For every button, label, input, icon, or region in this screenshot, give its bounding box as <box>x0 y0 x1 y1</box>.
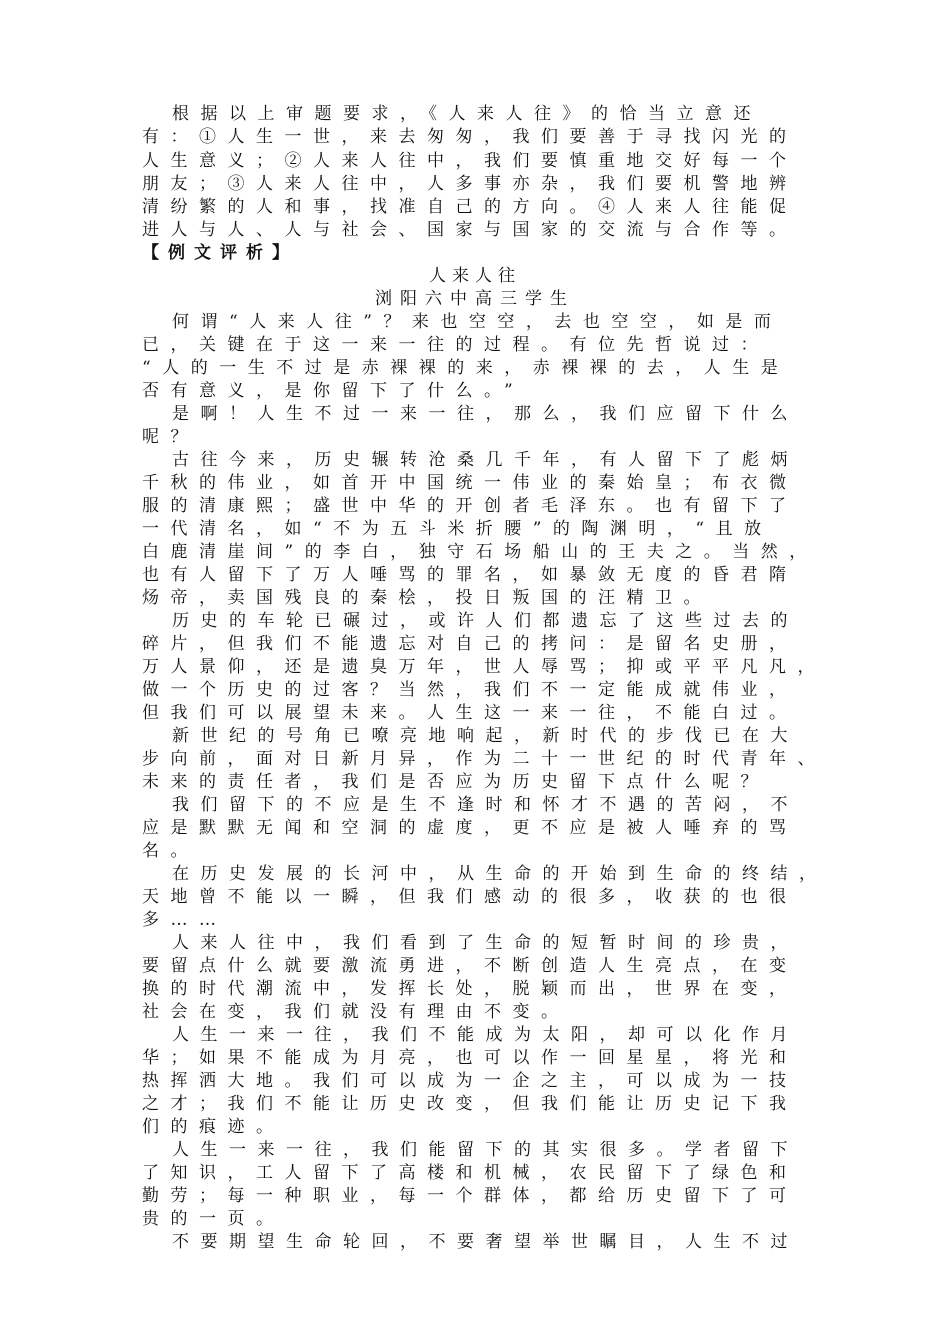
essay-title: 人来人往 <box>429 266 521 286</box>
text-line: 历史的车轮已碾过，或许人们都遗忘了这些过去的 <box>172 611 799 631</box>
text-line: 做一个历史的过客？当然，我们不一定能成就伟业， <box>142 680 798 700</box>
text-line: 古往今来，历史辗转沧桑几千年，有人留下了彪炳 <box>172 450 799 470</box>
text-line: 未来的责任者，我们是否应为历史留下点什么呢？ <box>142 772 769 792</box>
text-line: 之才；我们不能让历史改变，但我们能让历史记下我 <box>142 1094 798 1114</box>
text-line: 朋友；③人来人往中，人多事亦杂，我们要机警地辨 <box>142 174 798 194</box>
text-line: 进人与人、人与社会、国家与国家的交流与合作等。 <box>142 220 798 240</box>
text-line: 炀帝，卖国残良的秦桧，投日叛国的汪精卫。 <box>142 588 712 608</box>
essay-author: 浏阳六中高三学生 <box>375 289 575 309</box>
text-line: “人的一生不过是赤裸裸的来，赤裸裸的去，人生是 <box>142 358 790 378</box>
text-line: 换的时代潮流中，发挥长处，脱颖而出，世界在变， <box>142 979 798 999</box>
text-line: 何谓“人来人往”？来也空空，去也空空，如是而 <box>172 312 783 332</box>
text-line: 根据以上审题要求，《人来人往》的恰当立意还 <box>172 104 762 124</box>
text-line: 碎片，但我们不能遗忘对自己的拷问：是留名史册， <box>142 634 798 654</box>
text-line: 清纷繁的人和事，找准自己的方向。④人来人往能促 <box>142 197 798 217</box>
text-line: 已，关键在于这一来一往的过程。有位先哲说过： <box>142 335 769 355</box>
text-line: 万人景仰，还是遗臭万年，世人辱骂；抑或平平凡凡， <box>142 657 826 677</box>
text-line: 否有意义，是你留下了什么。” <box>142 381 525 401</box>
text-line: 千秋的伟业，如首开中国统一伟业的秦始皇；布衣微 <box>142 473 798 493</box>
text-line: 人来人往中，我们看到了生命的短暂时间的珍贵， <box>172 933 799 953</box>
text-line: 了知识，工人留下了高楼和机械，农民留下了绿色和 <box>142 1163 798 1183</box>
text-line: 不要期望生命轮回，不要奢望举世瞩目，人生不过 <box>172 1232 799 1252</box>
text-line: 贵的一页。 <box>142 1209 285 1229</box>
text-line: 人生意义；②人来人往中，我们要慎重地交好每一个 <box>142 151 798 171</box>
text-line: 但我们可以展望未来。人生这一来一往，不能白过。 <box>142 703 798 723</box>
text-line: 新世纪的号角已嘹亮地响起，新时代的步伐已在大 <box>172 726 799 746</box>
text-line: 名。 <box>142 841 199 861</box>
text-line: 们的痕迹。 <box>142 1117 285 1137</box>
text-line: 勤劳；每一种职业，每一个群体，都给历史留下了可 <box>142 1186 798 1206</box>
text-line: 服的清康熙；盛世中华的开创者毛泽东。也有留下了 <box>142 496 798 516</box>
text-line: 应是默默无闻和空洞的虚度，更不应是被人唾弃的骂 <box>142 818 798 838</box>
text-line: 社会在变，我们就没有理由不变。 <box>142 1002 570 1022</box>
text-line: 人生一来一往，我们能留下的其实很多。学者留下 <box>172 1140 799 1160</box>
text-line: 热挥洒大地。我们可以成为一企之主，可以成为一技 <box>142 1071 798 1091</box>
text-line: 我们留下的不应是生不逢时和怀才不遇的苦闷，不 <box>172 795 799 815</box>
text-line: 是啊！人生不过一来一往，那么，我们应留下什么 <box>172 404 799 424</box>
text-line: 要留点什么就要激流勇进，不断创造人生亮点，在变 <box>142 956 798 976</box>
text-line: 天地曾不能以一瞬，但我们感动的很多，收获的也很 <box>142 887 798 907</box>
text-line: 一代清名，如“不为五斗米折腰”的陶渊明，“且放 <box>142 519 773 539</box>
text-line: 呢？ <box>142 427 199 447</box>
section-heading: 【例文评析】 <box>142 243 298 263</box>
text-line: 白鹿清崖间”的李白，独守石场船山的王夫之。当然， <box>142 542 818 562</box>
text-line: 多…… <box>142 910 228 930</box>
text-line: 也有人留下了万人唾骂的罪名，如暴敛无度的昏君隋 <box>142 565 798 585</box>
text-line: 人生一来一往，我们不能成为太阳，却可以化作月 <box>172 1025 799 1045</box>
text-line: 在历史发展的长河中，从生命的开始到生命的终结， <box>172 864 828 884</box>
text-line: 华；如果不能成为月亮，也可以作一回星星，将光和 <box>142 1048 798 1068</box>
text-line: 有：①人生一世，来去匆匆，我们要善于寻找闪光的 <box>142 127 798 147</box>
text-line: 步向前，面对日新月异，作为二十一世纪的时代青年、 <box>142 749 826 769</box>
